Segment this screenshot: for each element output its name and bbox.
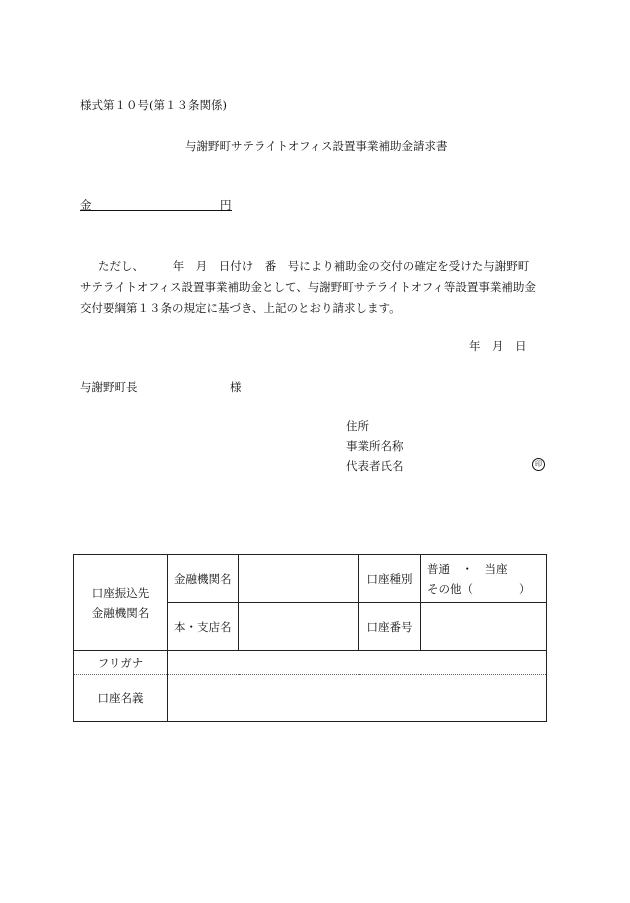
body-line-2: サテライトオフィス設置事業補助金として、与謝野町サテライトオフィ等設置事業補助金 xyxy=(80,280,536,294)
account-type-options: 普通 ・ 当座 xyxy=(427,561,508,576)
account-number-field[interactable] xyxy=(421,603,547,651)
bank-row-account-name xyxy=(74,675,547,722)
institution-label: 金融機関名 xyxy=(168,555,239,603)
account-name-field[interactable] xyxy=(168,675,547,722)
transfer-destination-cell xyxy=(74,555,168,651)
representative-label: 代表者氏名 xyxy=(346,459,404,473)
seal-mark: 印 xyxy=(532,458,545,471)
body-line-1: ただし、 年 月 日付け 番 号により補助金の交付の確定を受けた与謝野町 xyxy=(98,259,530,273)
institution-group-label: 金融機関名 xyxy=(91,605,150,620)
amount-prefix: 金 xyxy=(80,198,92,212)
institution-field[interactable] xyxy=(239,555,359,603)
account-type-field[interactable] xyxy=(421,555,547,603)
branch-field[interactable] xyxy=(239,603,359,651)
request-date: 年 月 日 xyxy=(469,339,527,353)
account-type-other: その他（ ） xyxy=(427,581,531,596)
bank-row-furigana xyxy=(74,651,547,675)
document-title: 与謝野町サテライトオフィス設置事業補助金請求書 xyxy=(185,139,448,153)
recipient-name: 与謝野町長 xyxy=(80,380,138,394)
form-number: 様式第１０号(第１３条関係) xyxy=(80,98,227,112)
branch-label: 本・支店名 xyxy=(168,603,239,651)
account-name-label: 口座名義 xyxy=(74,675,168,722)
transfer-destination-label: 口座振込先 xyxy=(91,585,150,600)
amount-underline xyxy=(80,210,232,211)
address-label: 住所 xyxy=(346,419,369,433)
account-number-label: 口座番号 xyxy=(359,603,421,651)
account-type-label: 口座種別 xyxy=(359,555,421,603)
bank-row-institution xyxy=(74,555,547,603)
office-name-label: 事業所名称 xyxy=(346,439,404,453)
body-line-3: 交付要綱第１３条の規定に基づき、上記のとおり請求します。 xyxy=(80,301,401,315)
recipient-honorific: 様 xyxy=(230,380,242,394)
furigana-field[interactable] xyxy=(168,651,547,675)
amount-suffix: 円 xyxy=(220,198,232,212)
bank-account-table xyxy=(73,554,547,722)
furigana-label: フリガナ xyxy=(74,651,168,675)
